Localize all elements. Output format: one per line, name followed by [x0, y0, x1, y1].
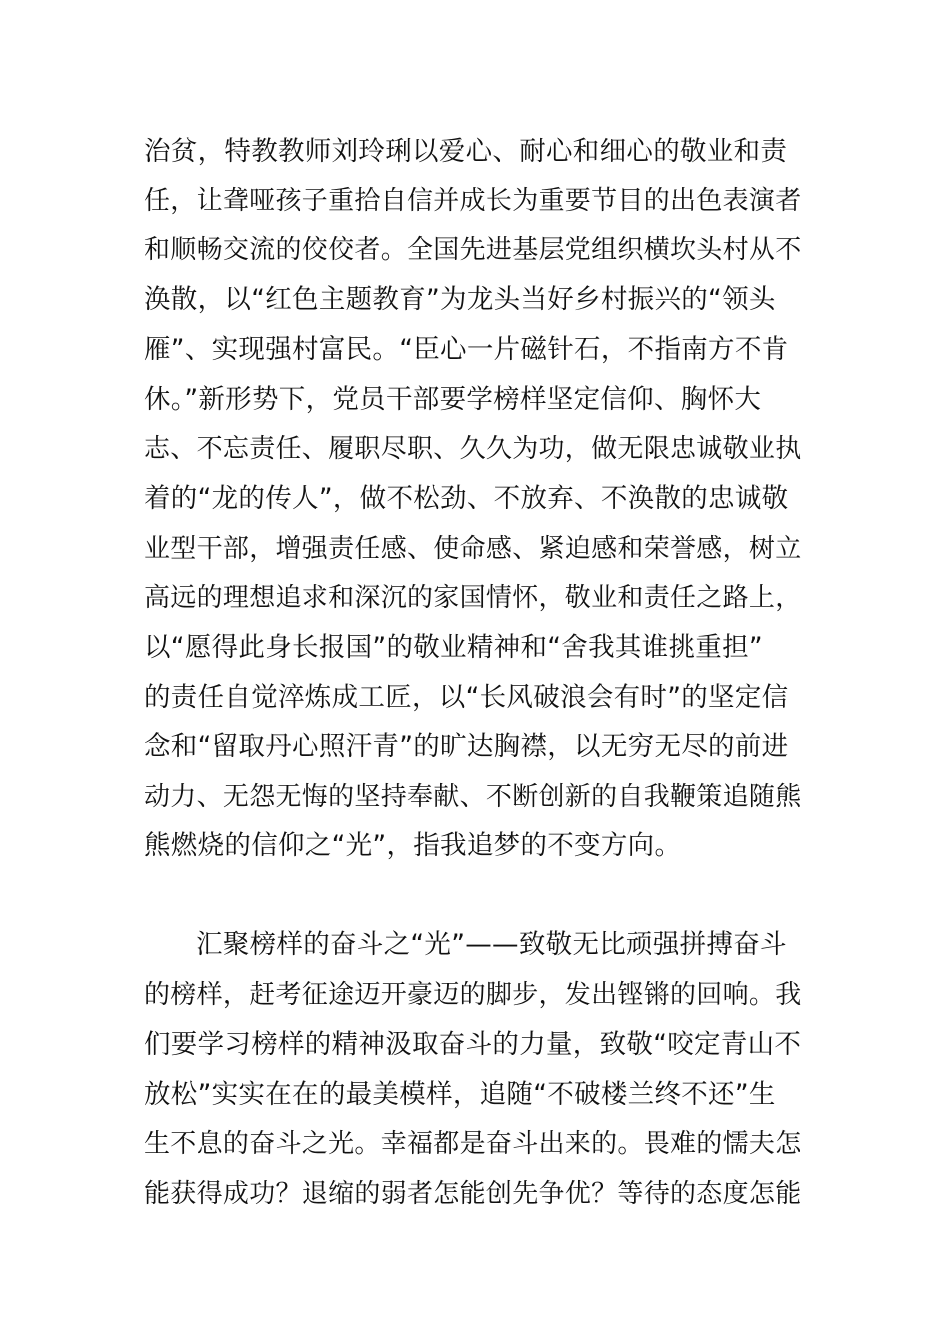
text-line: 雁”、实现强村富民。“臣心一片磁针石，不指南方不肯	[144, 334, 789, 365]
text-line: 任，让聋哑孩子重拾自信并成长为重要节目的出色表演者	[144, 186, 802, 216]
text-line: 们要学习榜样的精神汲取奋斗的力量，致敬“咬定青山不	[144, 1029, 802, 1060]
text-line: 高远的理想追求和深沉的家国情怀，敬业和责任之路上，	[144, 583, 802, 613]
text-line: 休。”新形势下，党员干部要学榜样坚定信仰、胸怀大	[144, 384, 762, 415]
text-line: 熊燃烧的信仰之“光”，指我追梦的不变方向。	[144, 830, 682, 861]
text-line: 业型干部，增强责任感、使命感、紧迫感和荣誉感，树立	[144, 534, 802, 564]
text-line: 治贫，特教教师刘玲琍以爱心、耐心和细心的敬业和责	[144, 136, 788, 167]
text-line: 和顺畅交流的佼佼者。全国先进基层党组织横坎头村从不	[144, 235, 802, 265]
text-line: 动力、无怨无悔的坚持奉献、不断创新的自我鞭策追随熊	[144, 782, 802, 812]
text-line: 着的“龙的传人”，做不松劲、不放弃、不涣散的忠诚敬	[144, 483, 789, 514]
text-line: 放松”实实在在的最美模样，追随“不破楼兰终不还”生	[144, 1079, 776, 1110]
text-line: 涣散，以“红色主题教育”为龙头当好乡村振兴的“领头	[144, 284, 776, 315]
text-line: 的榜样，赶考征途迈开豪迈的脚步，发出铿锵的回响。我	[144, 980, 802, 1010]
text-line: 能获得成功？退缩的弱者怎能创先争优？等待的态度怎能	[144, 1179, 802, 1209]
text-line: 生不息的奋斗之光。幸福都是奋斗出来的。畏难的懦夫怎	[144, 1129, 802, 1159]
text-line: 以“愿得此身长报国”的敬业精神和“舍我其谁挑重担”	[144, 632, 763, 663]
text-line: 汇聚榜样的奋斗之“光”——致敬无比顽强拼搏奋斗	[196, 929, 787, 960]
text-line: 的责任自觉淬炼成工匠，以“长风破浪会有时”的坚定信	[144, 682, 789, 713]
text-line: 念和“留取丹心照汗青”的旷达胸襟，以无穷无尽的前进	[144, 731, 789, 762]
text-line: 志、不忘责任、履职尽职、久久为功，做无限忠诚敬业执	[144, 434, 802, 464]
